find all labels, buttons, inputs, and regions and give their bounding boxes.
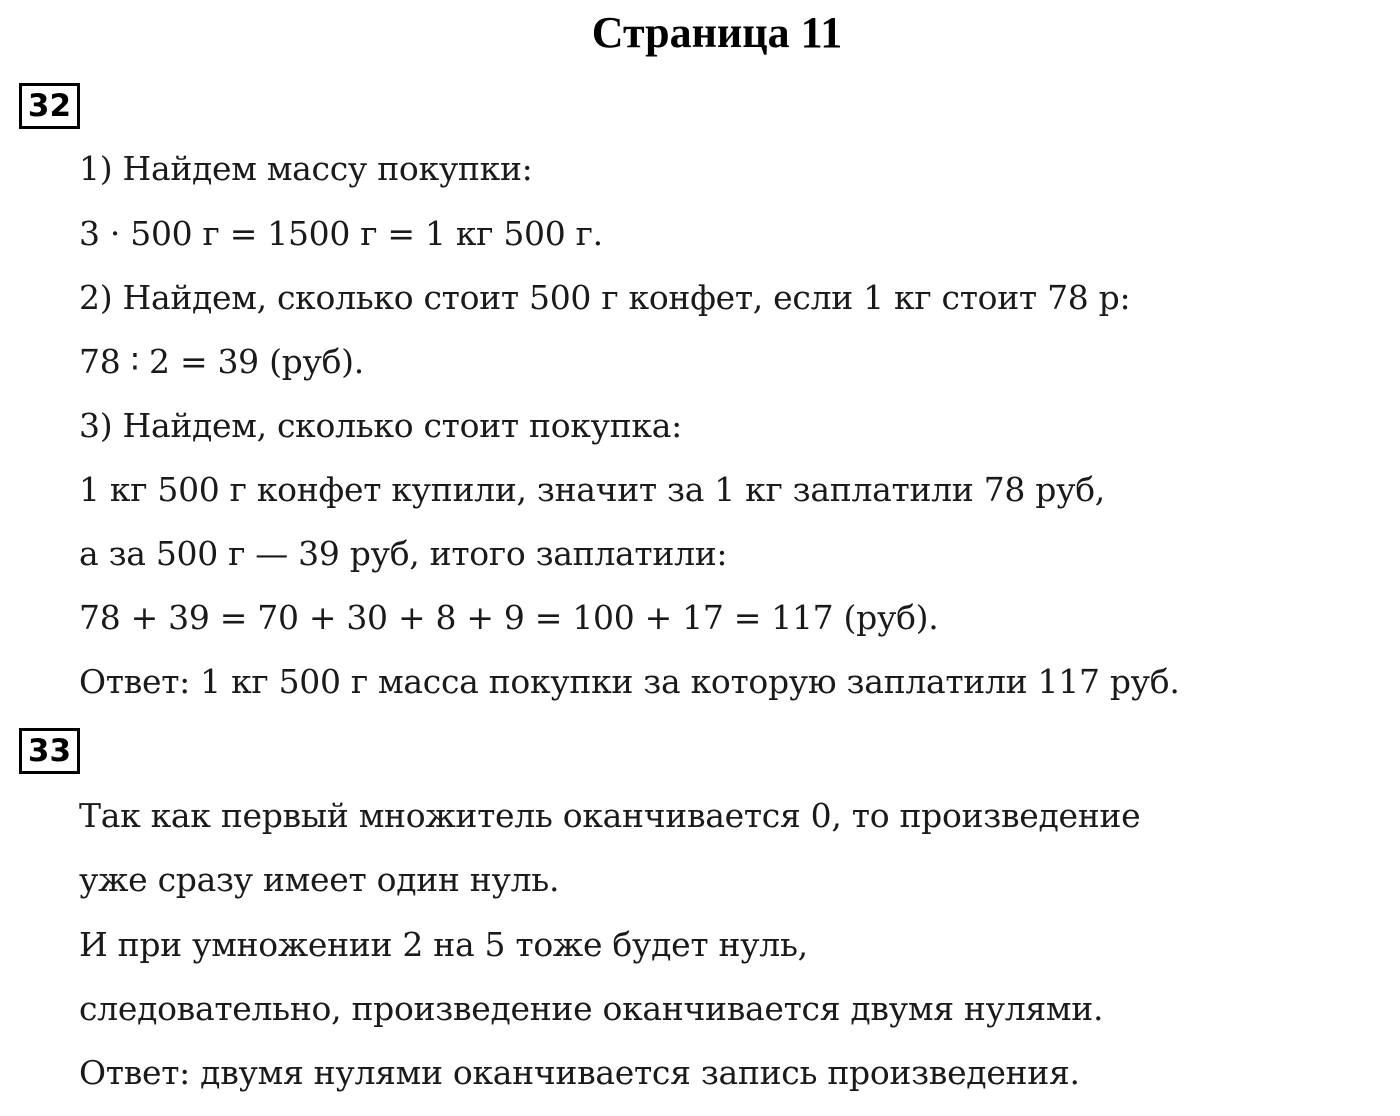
solution-line: 1) Найдем массу покупки: bbox=[79, 149, 533, 188]
task-number-box: 32 bbox=[19, 83, 80, 129]
solution-line: Так как первый множитель оканчивается 0, то произведение bbox=[79, 796, 1141, 835]
solution-line: 3) Найдем, сколько стоит покупка: bbox=[79, 406, 682, 445]
page-title: Страница 11 bbox=[591, 8, 843, 57]
solution-line: 78 ∶ 2 = 39 (руб). bbox=[79, 342, 364, 381]
solution-line: а за 500 г — 39 руб, итого заплатили: bbox=[79, 534, 728, 573]
solution-line: 1 кг 500 г конфет купили, значит за 1 кг заплатили 78 руб, bbox=[79, 470, 1105, 509]
answer-line: Ответ: двумя нулями оканчивается запись произведения. bbox=[79, 1053, 1080, 1092]
solution-line: следовательно, произведение оканчивается двумя нулями. bbox=[79, 989, 1104, 1028]
solution-line: 2) Найдем, сколько стоит 500 г конфет, если 1 кг стоит 78 р: bbox=[79, 278, 1131, 317]
answer-line: Ответ: 1 кг 500 г масса покупки за которую заплатили 117 руб. bbox=[79, 662, 1180, 701]
solution-line: 78 + 39 = 70 + 30 + 8 + 9 = 100 + 17 = 117 (руб). bbox=[79, 598, 939, 637]
solution-line: 3 · 500 г = 1500 г = 1 кг 500 г. bbox=[79, 214, 603, 253]
solution-line: уже сразу имеет один нуль. bbox=[79, 860, 560, 899]
task-number-box: 33 bbox=[19, 728, 80, 774]
solution-line: И при умножении 2 на 5 тоже будет нуль, bbox=[79, 925, 808, 964]
